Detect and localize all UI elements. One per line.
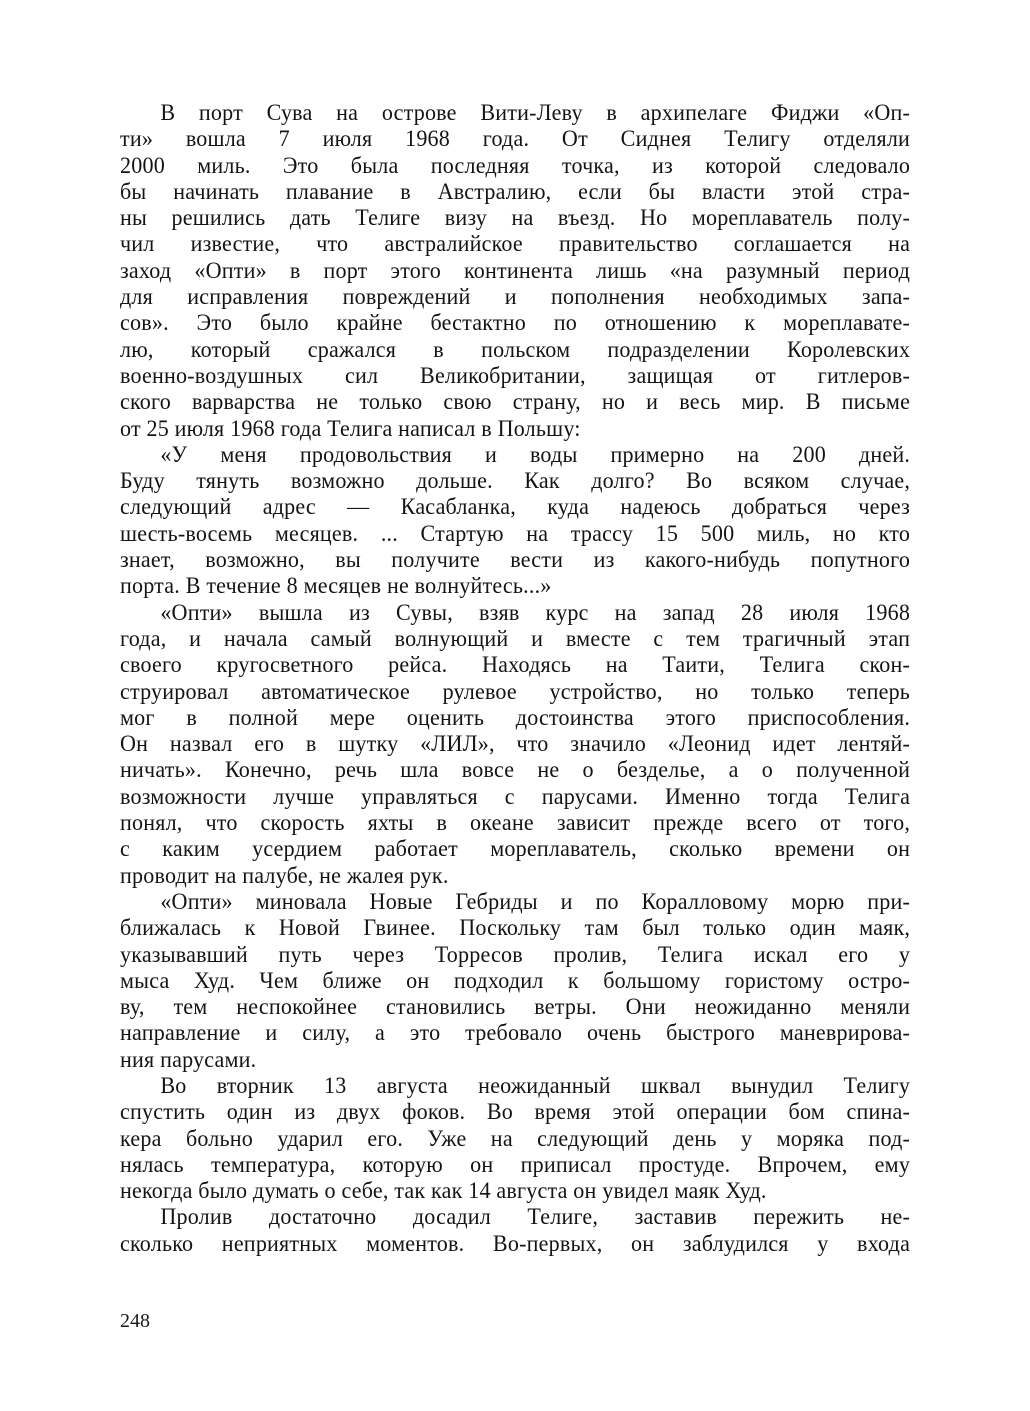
paragraph: [120, 1204, 910, 1257]
text-line: В порт Сува на острове Вити-Леву в архипелаге Фиджи «Оп-: [160, 100, 911, 125]
text-line: возможности лучше управляться с парусами. Именно тогда Телига: [120, 783, 911, 809]
text-line: струировал автоматическое рулевое устройство, но только теперь: [120, 678, 911, 704]
text-line: ского варварства не только свою страну, но и весь мир. В письме: [120, 389, 911, 415]
text-line: Он назвал его в шутку «ЛИЛ», что значило «Леонид идет лентяй-: [120, 731, 911, 757]
text-line: с каким усердием работает мореплаватель, сколько времени он: [120, 836, 911, 862]
text-line: шесть-восемь месяцев. ... Стартую на трассу 15 500 миль, но кто: [120, 520, 911, 546]
text-line: мыса Худ. Чем ближе он подходил к большому гористому остро-: [120, 967, 911, 993]
text-line: для исправления повреждений и пополнения необходимых запа-: [120, 284, 911, 310]
text-line: спустить один из двух фоков. Во время этой операции бом спина-: [120, 1099, 911, 1125]
text-line: «Опти» вышла из Сувы, взяв курс на запад 28 июля 1968: [160, 599, 911, 625]
text-line: порта. В течение 8 месяцев не волнуйтесь...»: [120, 573, 552, 599]
text-line: Во вторник 13 августа неожиданный шквал вынудил Телигу: [160, 1072, 911, 1098]
page-number: 248: [120, 1310, 150, 1332]
text-line: «У меня продовольствия и воды примерно на 200 дней.: [160, 441, 911, 467]
text-line: лю, который сражался в польском подразделении Королевских: [120, 336, 911, 362]
text-line: заход «Опти» в порт этого континента лишь «на разумный период: [120, 257, 911, 283]
text-line: Пролив достаточно досадил Телиге, заставив пережить не-: [160, 1204, 911, 1230]
text-line: сов». Это было крайне бестактно по отношению к мореплавате-: [120, 310, 911, 336]
text-line: ничать». Конечно, речь шла вовсе не о безделье, а о полученной: [120, 757, 911, 783]
text-line: военно-воздушных сил Великобритании, защищая от гитлеров-: [120, 362, 911, 388]
text-line: бы начинать плавание в Австралию, если бы власти этой стра-: [120, 178, 911, 204]
text-line: «Опти» миновала Новые Гебриды и по Коралловому морю при-: [160, 888, 911, 914]
text-line: ны решились дать Телиге визу на въезд. Но мореплаватель полу-: [120, 205, 911, 231]
text-line: нялась температура, которую он приписал простуде. Впрочем, ему: [120, 1151, 911, 1177]
text-line: следующий адрес — Касабланка, куда надеюсь добраться через: [120, 494, 911, 520]
paragraph: [120, 100, 910, 442]
text-line: ву, тем неспокойнее становились ветры. Они неожиданно меняли: [120, 994, 911, 1020]
text-line: ближалась к Новой Гвинее. Поскольку там был только один маяк,: [120, 915, 911, 941]
text-line: сколько неприятных моментов. Во-первых, он заблудился у входа: [120, 1230, 911, 1256]
text-line: указывавший путь через Торресов пролив, Телига искал его у: [120, 941, 911, 967]
text-line: 2000 миль. Это была последняя точка, из которой следовало: [120, 152, 911, 178]
text-line: проводит на палубе, не жалея рук.: [120, 862, 449, 888]
text-line: ния парусами.: [120, 1046, 257, 1072]
paragraph: [120, 600, 910, 889]
text-line: от 25 июля 1968 года Телига написал в Польшу:: [120, 415, 581, 441]
text-line: понял, что скорость яхты в океане зависит прежде всего от того,: [120, 810, 911, 836]
text-line: знает, возможно, вы получите вести из какого-нибудь попутного: [120, 547, 911, 573]
text-line: чил известие, что австралийское правительство соглашается на: [120, 231, 911, 257]
text-line: направление и силу, а это требовало очень быстрого маневрирова-: [120, 1020, 911, 1046]
page-body: [120, 100, 910, 1257]
quote-paragraph: [120, 442, 910, 600]
text-line: Буду тянуть возможно дольше. Как долго? Во всяком случае,: [120, 468, 911, 494]
text-line: кера больно ударил его. Уже на следующий день у моряка под-: [120, 1125, 911, 1151]
text-line: ти» вошла 7 июля 1968 года. От Сиднея Телигу отделяли: [120, 126, 911, 152]
text-line: своего кругосветного рейса. Находясь на Таити, Телига скон-: [120, 652, 911, 678]
text-line: некогда было думать о себе, так как 14 августа он увидел маяк Худ.: [120, 1178, 767, 1204]
text-line: года, и начала самый волнующий и вместе с тем трагичный этап: [120, 625, 911, 651]
paragraph: [120, 889, 910, 1073]
paragraph: [120, 1073, 910, 1204]
text-line: мог в полной мере оценить достоинства этого приспособления.: [120, 704, 911, 730]
